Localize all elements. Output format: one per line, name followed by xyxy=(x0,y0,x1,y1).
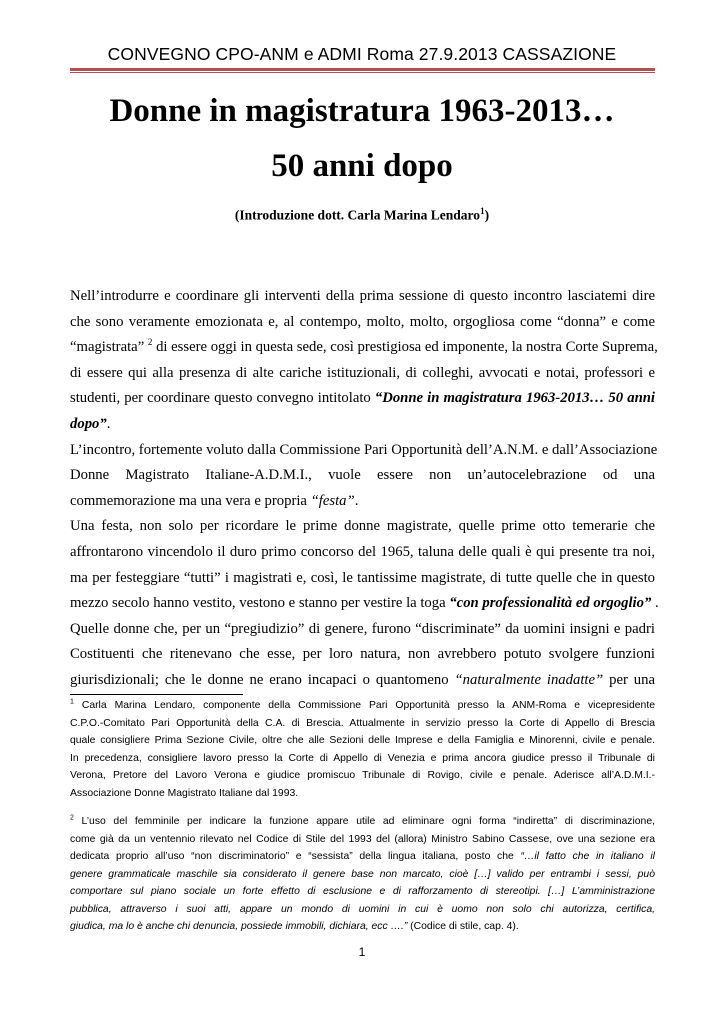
intro-close: ) xyxy=(484,207,490,223)
festa-emphasis: “festa” xyxy=(310,492,355,509)
body-line xyxy=(70,668,655,694)
header-rule xyxy=(70,68,655,71)
body-span: commemorazione ma una vera e propria xyxy=(70,492,311,509)
footnote-ref-2[interactable]: 2 xyxy=(147,337,153,348)
footnote-line: Associazione Donne Magistrato Italiane dal 1993. xyxy=(70,787,299,799)
body-span: di essere oggi in questa sede, così prestigiosa ed imponente, la nostra Corte Suprema, xyxy=(152,339,658,356)
body-line: Nell’introdurre e coordinare gli interventi della prima sessione di questo incontro lasciatemi dire xyxy=(70,288,655,304)
footnote-line xyxy=(70,918,655,936)
body-span: per una xyxy=(603,671,655,688)
intro-subtitle xyxy=(0,206,724,224)
footnote-number: 1 xyxy=(70,698,74,706)
footnote-span: L’uso del femminile per indicare la funzione appare utile ad eliminare ogni forma “indiretta” di discriminazione, xyxy=(73,816,655,827)
title-line-2: 50 anni dopo xyxy=(271,148,453,184)
body-line xyxy=(70,489,655,515)
convegno-title-emphasis: “Donne in magistratura 1963-2013… 50 anni xyxy=(374,390,655,407)
footnote-line: pubblica, attraverso i suoi atti, appare un mondo di uomini in cui è uomo non solo chi autorizza, certifica, xyxy=(70,903,655,915)
body-span: giurisdizionali; che le donne ne erano incapaci o quantomeno xyxy=(70,671,455,688)
body-line: Una festa, non solo per ricordare le prime donne magistrate, quelle prime otto temerarie che xyxy=(70,518,655,535)
footnote-ref-1[interactable]: 1 xyxy=(480,206,485,216)
running-header: CONVEGNO CPO-ANM e ADMI Roma 27.9.2013 CASSAZIONE xyxy=(107,44,617,64)
footnote-1 xyxy=(70,697,655,802)
footnote-separator xyxy=(70,694,243,695)
body-line xyxy=(70,591,659,617)
title-line-1: Donne in magistratura 1963-2013… xyxy=(109,93,615,129)
footnote-line: genere grammaticale maschile sia considerato il genere base non marcato, cioè […] valido per entrambi i sessi, può xyxy=(70,868,655,880)
footnote-line: come già da un ventennio rilevato nel Codice di Stile del 1993 del (allora) Ministro Sabino Cassese, ove una sezione era xyxy=(70,833,655,845)
body-line: Quelle donne che, per un “pregiudizio” di genere, furono “discriminate” da uomini insigni e padri xyxy=(70,620,655,637)
footnote-number: 2 xyxy=(70,814,74,822)
body-span: mezzo secolo hanno vestito, vestono e stanno per vestire la toga xyxy=(70,595,450,612)
footnote-line: comportare sul piano sociale un forte effetto di esclusione e di rafforzamento di stereotipi. […] L’amministrazione xyxy=(70,886,655,897)
footnote-line: quale consigliere Prima Sezione Civile, oltre che alle Sezioni delle Imprese e della Famiglia e Minorenni, civile e penale. xyxy=(70,735,655,746)
intro-text: (Introduzione dott. Carla Marina Lendaro xyxy=(234,207,481,223)
body-text xyxy=(70,284,659,694)
professionalita-emphasis: “con professionalità ed orgoglio” xyxy=(449,595,652,612)
body-line xyxy=(70,335,658,361)
body-line xyxy=(70,386,655,412)
footnote-span: dedicata proprio all’uso “non discriminatorio” e “sessista” della lingua italiana, posto che xyxy=(70,851,521,862)
footnote-line xyxy=(70,813,655,831)
footnote-span: (Codice di stile, cap. 4). xyxy=(407,921,519,932)
body-line: di essere qui alla presenza di alte cariche istituzionali, di colleghi, avvocati e notai, professori e xyxy=(70,364,655,381)
body-line: L’incontro, fortemente voluto dalla Commissione Pari Opportunità dell’A.N.M. e dall’Associazione xyxy=(70,441,658,458)
body-span: . xyxy=(106,415,111,432)
body-line: affrontarono vincendolo il duro primo concorso del 1965, taluna delle quali è qui presente tra noi, xyxy=(70,543,655,560)
body-line: Donne Magistrato Italiane-A.D.M.I., vuole essere non un’autocelebrazione od una xyxy=(70,467,655,484)
body-line: Costituenti che ritenevano che esse, per loro natura, non avrebbero potuto svolgere funzioni xyxy=(70,646,655,663)
footnote-2 xyxy=(70,813,655,936)
footnote-span: Carla Marina Lendaro, componente della Commissione Pari Opportunità presso la ANM-Roma e vicepresidente xyxy=(73,700,655,711)
footnote-line: In precedenza, consigliere lavoro presso la Corte di Appello di Venezia e prima ancora giudice presso il Tribunale di xyxy=(70,752,655,764)
body-span: studenti, per coordinare questo convegno intitolato xyxy=(70,390,375,407)
body-line: che sono veramente emozionata e, al contempo, molto, molto, orgogliosa come “donna” e come xyxy=(70,313,655,330)
header-rule-thin xyxy=(70,72,655,73)
codice-quote: giudica, ma lo è anche chi denuncia, possiede immobili, dichiara, ecc ….” xyxy=(70,921,408,932)
body-span: . xyxy=(354,492,359,509)
footnote-line xyxy=(70,697,655,715)
convegno-title-emphasis: dopo” xyxy=(70,415,107,432)
inadatte-emphasis: “naturalmente inadatte” xyxy=(454,671,604,688)
body-span: . xyxy=(651,595,659,612)
footnote-line: Verona, Pretore del Lavoro Verona e giudice promiscuo Tribunale di Rovigo, civile e penale. Aderisce all’A.D.M.I.- xyxy=(70,770,655,781)
body-line: ma per festeggiare “tutti” i magistrati e, così, le tantissime magistrate, di tutte quelle che in questo xyxy=(70,569,655,586)
body-line xyxy=(70,412,655,438)
body-span: “magistrata” xyxy=(70,339,145,356)
codice-quote: “…il fatto che in italiano il xyxy=(520,851,655,862)
footnote-line xyxy=(70,848,655,866)
footnote-line: C.P.O.-Comitato Pari Opportunità della C.A. di Brescia. Attualmente in servizio presso la Corte di Appello di Brescia xyxy=(70,717,655,729)
page-number: 1 xyxy=(358,945,366,959)
